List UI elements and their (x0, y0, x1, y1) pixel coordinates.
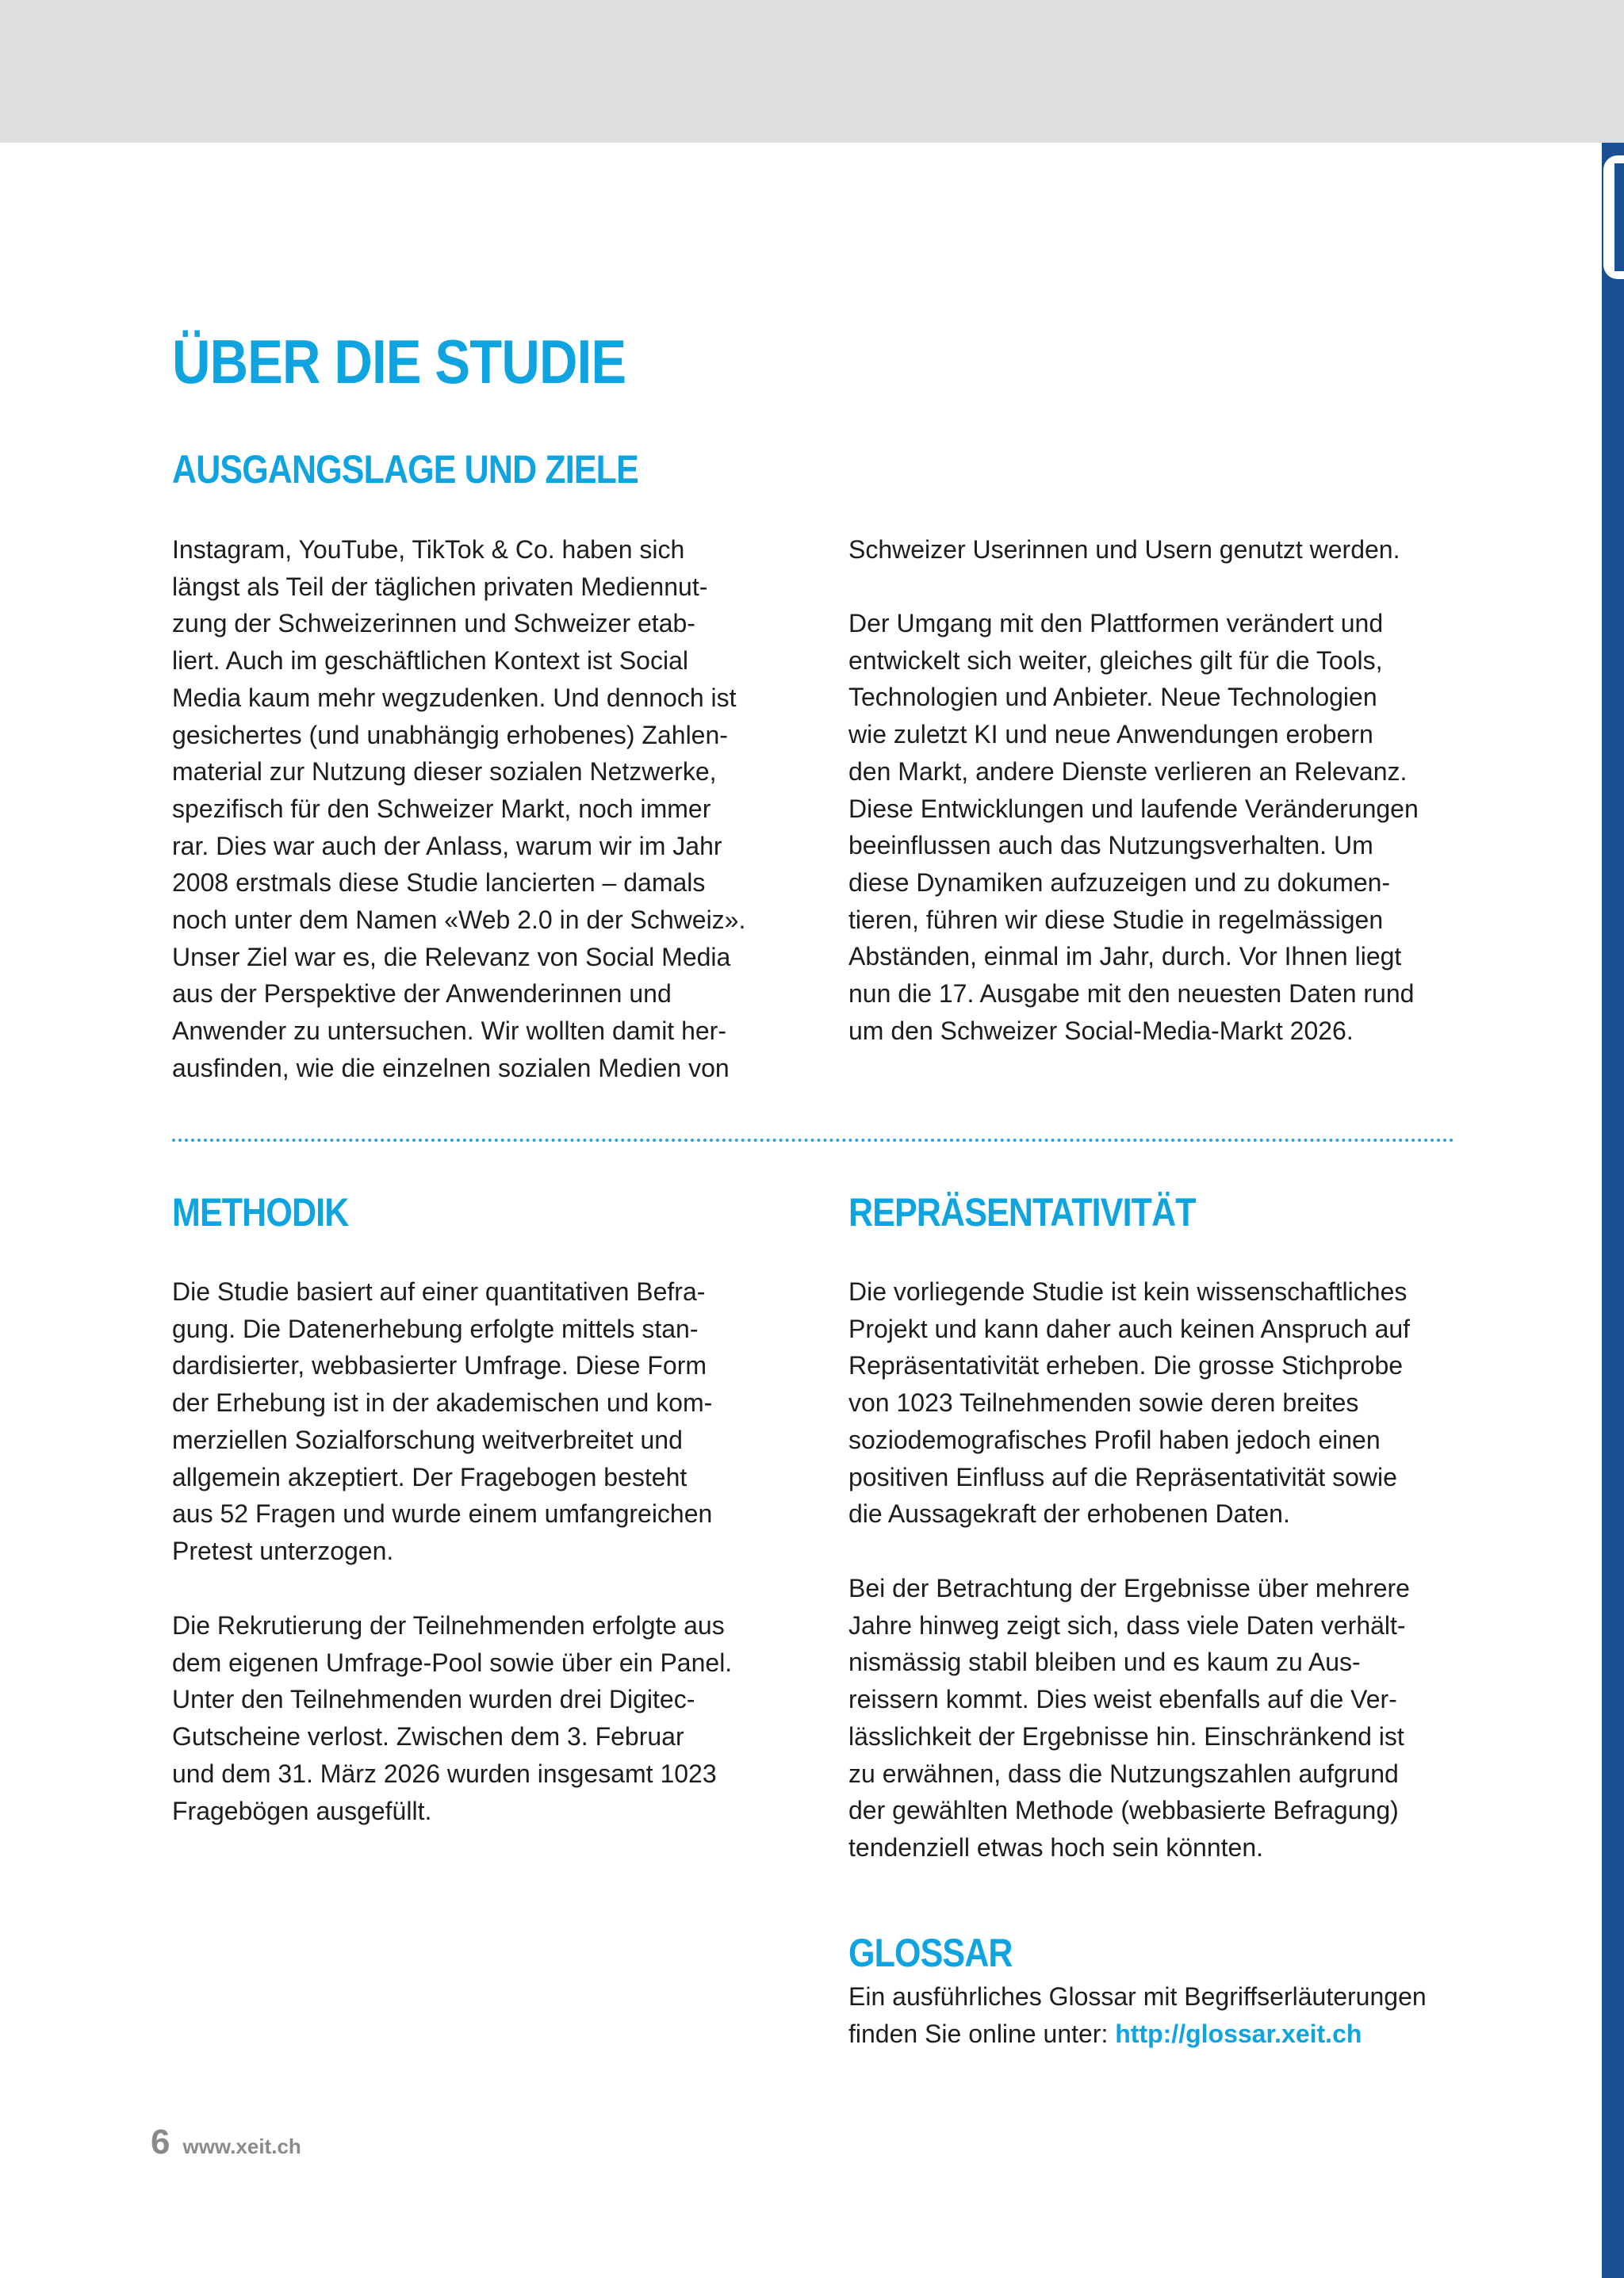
ausgangslage-column-2-body: Der Umgang mit den Plattformen verändert und entwickelt sich weiter, gleiches gilt für die Tools, Technologien und Anbieter. Neue Technologien wie zuletzt KI und neue Anwendungen erobern den Markt, andere Dienste verlieren an Relevanz. Diese Entwicklungen und laufende Veränderungen beeinflussen auch das Nutzungsverhalten. Um diese Dynamiken aufzuzeigen und zu dokumen- tieren, führen wir diese Studie in regelmässigen Abständen, einmal im Jahr, durch. Vor Ihnen liegt nun die 17. Ausgabe mit den neuesten Daten rund um den Schweizer Social-Media-Markt 2026. (848, 609, 1419, 1045)
section-divider (172, 1139, 1454, 1142)
glossar-link[interactable]: http://glossar.xeit.ch (1115, 2019, 1362, 2048)
methodik-paragraph-1: Die Studie basiert auf einer quantitativen Befra- gung. Die Datenerhebung erfolgte mittels stan- dardisierter, webbasierter Umfrage. Diese Form der Erhebung ist in der akademischen und kom- merziellen Sozialforschung weitverbreitet und allgemein akzeptiert. Der Fragebogen besteht aus 52 Fragen und wurde einem umfangreichen Pretest unterzogen. (172, 1277, 713, 1565)
glossar-text (848, 1978, 1499, 2052)
ausgangslage-column-1: Instagram, YouTube, TikTok & Co. haben sich längst als Teil der täglichen privaten Mediennut- zung der Schweizerinnen und Schweizer etab- liert. Auch im geschäftlichen Kontext ist Social Media kaum mehr wegzudenken. Und dennoch ist gesichertes (und unabhängig erhobenes) Zahlen- material zur Nutzung dieser sozialen Netzwerke, spezifisch für den Schweizer Markt, noch immer rar. Dies war auch der Anlass, warum wir im Jahr 2008 erstmals diese Studie lancierten – damals noch unter dem Namen «Web 2.0 in der Schweiz». Unser Ziel war es, die Relevanz von Social Media aus der Perspektive der Anwenderinnen und Anwender zu untersuchen. Wir wollten damit her- ausfinden, wie die einzelnen sozialen Medien von (172, 535, 746, 1082)
chapter-tab-inner (1614, 163, 1624, 271)
section-title-methodik: METHODIK (172, 1190, 349, 1235)
page-title: ÜBER DIE STUDIE (172, 327, 626, 396)
section-title-repraesentativitaet: REPRÄSENTATIVITÄT (848, 1190, 1196, 1235)
repraesentativitaet-paragraph-2: Bei der Betrachtung der Ergebnisse über mehrere Jahre hinweg zeigt sich, dass viele Daten verhält- nismässig stabil bleiben und es kaum zu Aus- reissern kommt. Dies weist ebenfalls auf die Ver- lässlichkeit der Ergebnisse hin. Einschränkend ist zu erwähnen, dass die Nutzungszahlen aufgrund der gewählten Methode (webbasierte Befragung) tendenziell etwas hoch sein könnten. (848, 1574, 1410, 1862)
repraesentativitaet-paragraph-1: Die vorliegende Studie ist kein wissenschaftliches Projekt und kann daher auch keinen Anspruch auf Repräsentativität erheben. Die grosse Stichprobe von 1023 Teilnehmenden sowie deren breites soziodemografisches Profil haben jedoch einen positiven Einfluss auf die Repräsentativität sowie die Aussagekraft der erhobenen Daten. (848, 1277, 1411, 1529)
methodik-paragraph-2: Die Rekrutierung der Teilnehmenden erfolgte aus dem eigenen Umfrage-Pool sowie über ein Panel. Unter den Teilnehmenden wurden drei Digitec- Gutscheine verlost. Zwischen dem 3. Februar und dem 31. März 2026 wurden insgesamt 1023 Fragebögen ausgefüllt. (172, 1611, 733, 1825)
footer-url[interactable]: www.xeit.ch (182, 2134, 301, 2158)
glossar-line-2 (848, 2016, 1499, 2053)
section-title-ausgangslage: AUSGANGSLAGE UND ZIELE (172, 447, 638, 492)
chapter-tab-marker (1602, 155, 1624, 279)
page-number: 6 (151, 2123, 170, 2161)
section-title-glossar: GLOSSAR (848, 1931, 1013, 1975)
chapter-sidebar (1602, 143, 1624, 2278)
glossar-line-1: Ein ausführliches Glossar mit Begriffserläuterungen (848, 1982, 1427, 2011)
sidebar-top (1602, 0, 1624, 143)
glossar-line-2-prefix: finden Sie online unter: (848, 2019, 1116, 2048)
page-footer (151, 2123, 301, 2162)
header-band (0, 0, 1602, 143)
ausgangslage-column-2-intro: Schweizer Userinnen und Usern genutzt werden. (848, 535, 1400, 564)
